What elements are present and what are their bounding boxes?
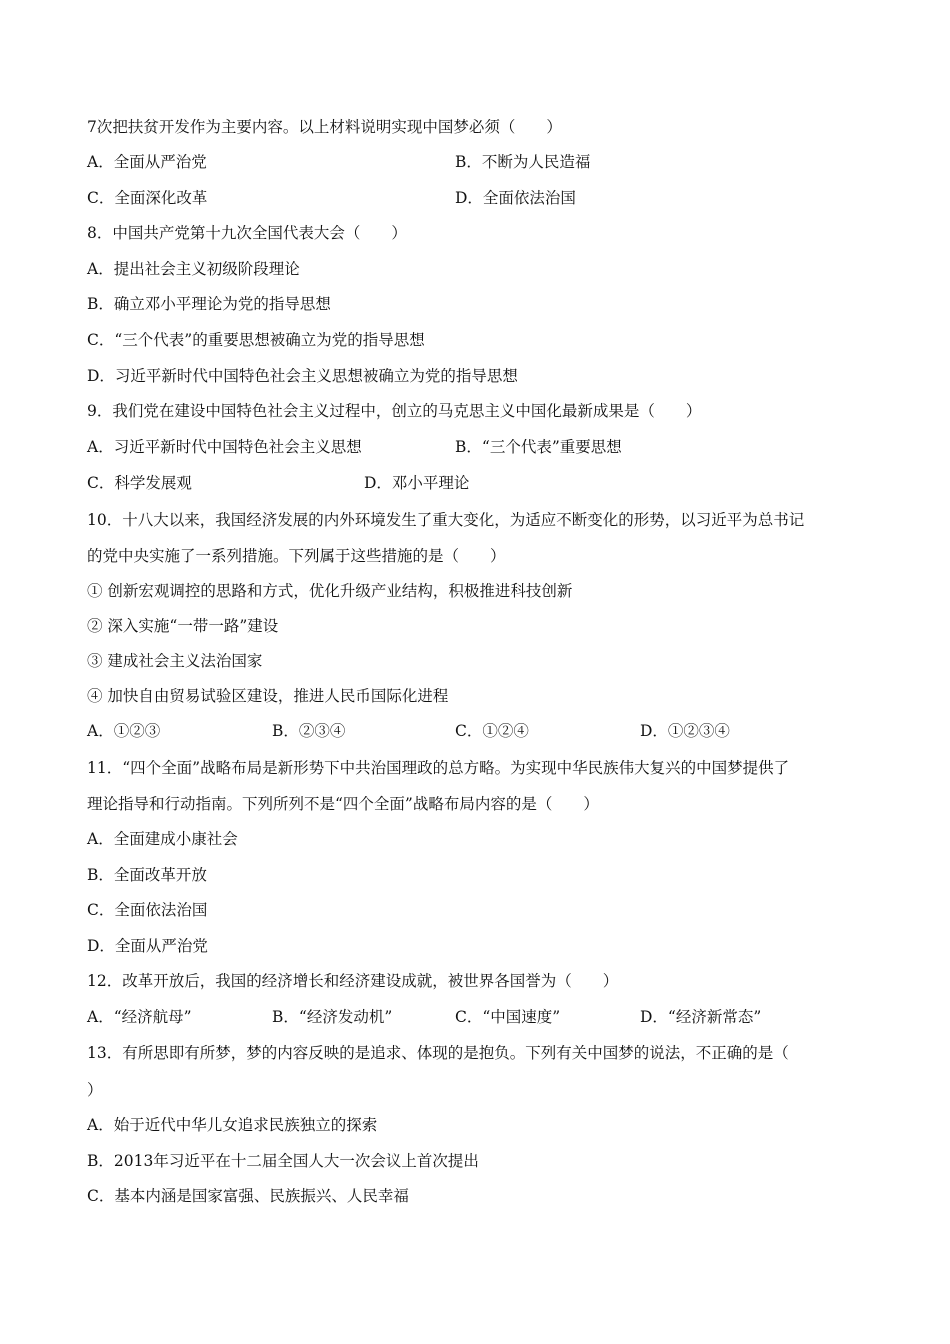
q11-stem-line1: 11．“四个全面”战略布局是新形势下中共治国理政的总方略。为实现中华民族伟大复兴的中国梦提供了: [87, 759, 790, 777]
q10-option-d: D．①②③④: [640, 722, 730, 740]
q10-item-1: ① 创新宏观调控的思路和方式，优化升级产业结构，积极推进科技创新: [87, 582, 573, 600]
q7-option-c: C．全面深化改革: [87, 189, 208, 207]
q8-stem: 8．中国共产党第十九次全国代表大会（ ）: [87, 224, 407, 242]
q10-item-2: ② 深入实施“一带一路”建设: [87, 617, 279, 635]
q7-option-d: D．全面依法治国: [455, 189, 576, 207]
q9-option-d: D．邓小平理论: [364, 474, 470, 492]
q10-item-3: ③ 建成社会主义法治国家: [87, 652, 263, 670]
q9-stem: 9．我们党在建设中国特色社会主义过程中，创立的马克思主义中国化最新成果是（ ）: [87, 402, 702, 420]
q9-option-b: B．“三个代表”重要思想: [455, 438, 622, 456]
q9-option-c: C．科学发展观: [87, 474, 192, 492]
q13-option-b: B．2013年习近平在十二届全国人大一次会议上首次提出: [87, 1152, 479, 1170]
q13-stem-line1: 13．有所思即有所梦，梦的内容反映的是追求、体现的是抱负。下列有关中国梦的说法，不正确的是（: [87, 1044, 789, 1062]
q8-option-c: C．“三个代表”的重要思想被确立为党的指导思想: [87, 331, 425, 349]
q10-stem-line2: 的党中央实施了一系列措施。下列属于这些措施的是（ ）: [87, 547, 506, 565]
q10-stem-line1: 10．十八大以来，我国经济发展的内外环境发生了重大变化，为适应不断变化的形势，以习近平为总书记: [87, 511, 805, 529]
q10-option-c: C．①②④: [455, 722, 529, 740]
q13-option-a: A．始于近代中华儿女追求民族独立的探索: [87, 1116, 378, 1134]
q12-option-d: D．“经济新常态”: [640, 1008, 762, 1026]
q12-option-c: C．“中国速度”: [455, 1008, 561, 1026]
q11-stem-line2: 理论指导和行动指南。下列所列不是“四个全面”战略布局内容的是（ ）: [87, 795, 599, 813]
q10-option-b: B．②③④: [272, 722, 346, 740]
q10-option-a: A．①②③: [87, 722, 161, 740]
q11-option-c: C．全面依法治国: [87, 901, 208, 919]
q11-option-b: B．全面改革开放: [87, 866, 207, 884]
q12-option-a: A．“经济航母”: [87, 1008, 192, 1026]
q8-option-d: D．习近平新时代中国特色社会主义思想被确立为党的指导思想: [87, 367, 518, 385]
q8-option-a: A．提出社会主义初级阶段理论: [87, 260, 300, 278]
q7-option-a: A．全面从严治党: [87, 153, 207, 171]
q9-option-a: A．习近平新时代中国特色社会主义思想: [87, 438, 362, 456]
q11-option-a: A．全面建成小康社会: [87, 830, 238, 848]
q10-item-4: ④ 加快自由贸易试验区建设，推进人民币国际化进程: [87, 687, 449, 705]
q8-option-b: B．确立邓小平理论为党的指导思想: [87, 295, 331, 313]
q13-option-c: C．基本内涵是国家富强、民族振兴、人民幸福: [87, 1187, 409, 1205]
q12-stem: 12．改革开放后，我国的经济增长和经济建设成就，被世界各国誉为（ ）: [87, 972, 619, 990]
q12-option-b: B．“经济发动机”: [272, 1008, 393, 1026]
q13-stem-line2: ）: [87, 1081, 103, 1099]
q11-option-d: D．全面从严治党: [87, 937, 208, 955]
q7-option-b: B．不断为人民造福: [455, 153, 591, 171]
q7-stem: 7次把扶贫开发作为主要内容。以上材料说明实现中国梦必须（ ）: [87, 118, 562, 136]
